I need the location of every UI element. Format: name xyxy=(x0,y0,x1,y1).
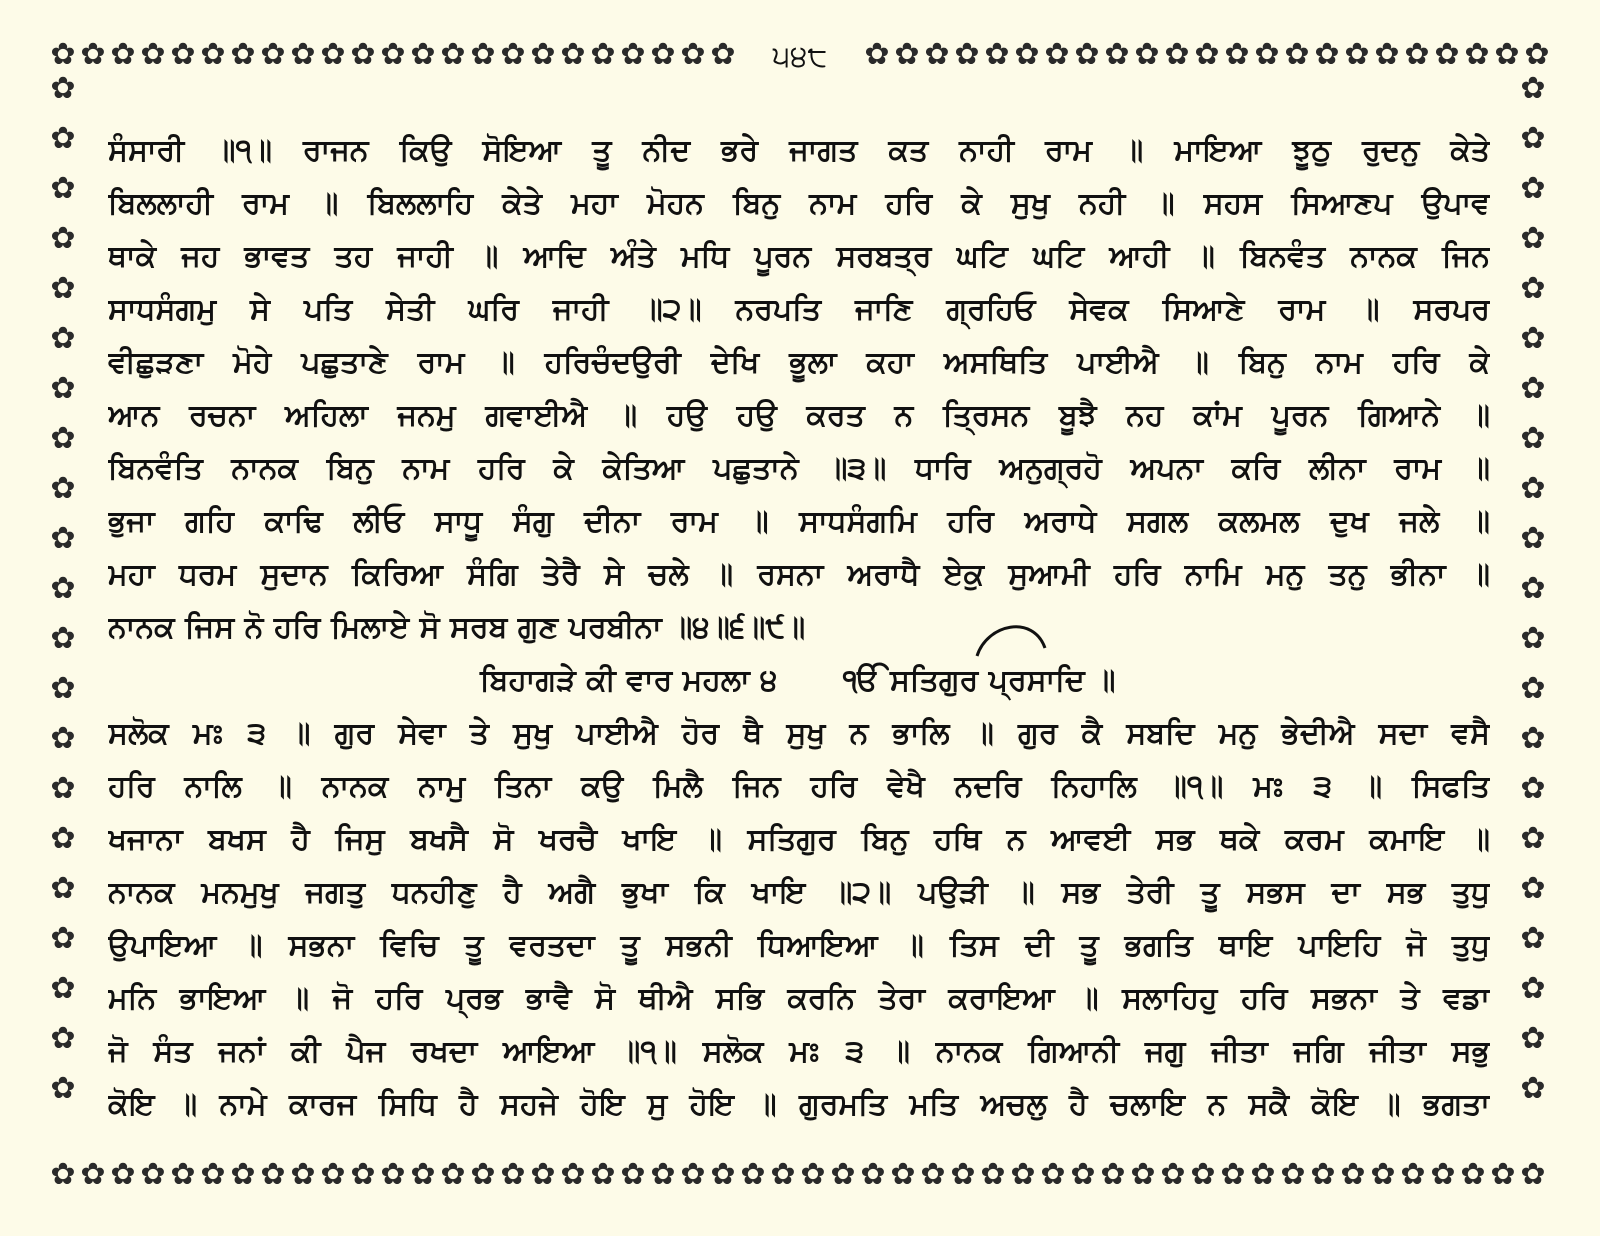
text-line: ਬਿਨਵੰਤਿ ਨਾਨਕ ਬਿਨੁ ਨਾਮ ਹਰਿ ਕੇ ਕੇਤਿਆ ਪਛੁਤਾਨੇ ॥੩॥ ਧਾਰਿ ਅਨੁਗ੍ਰਹੋ ਅਪਨਾ ਕਰਿ ਲੀਨਾ ਰਾਮ ॥ xyxy=(108,451,1490,486)
flower-ornament-icon: ✿ xyxy=(140,1160,166,1192)
flower-ornament-icon: ✿ xyxy=(560,1160,586,1192)
flower-ornament-icon: ✿ xyxy=(1164,40,1190,72)
border-bottom xyxy=(48,1160,1552,1194)
heading-ik-onkar: ੴ ਸਤਿਗੁਰ ਪ੍ਰਸਾਦਿ ॥ xyxy=(843,663,1116,698)
flower-ornament-icon: ✿ xyxy=(50,971,76,1006)
flower-ornament-icon: ✿ xyxy=(1520,771,1546,806)
flower-ornament-icon: ✿ xyxy=(1310,1160,1336,1192)
flower-ornament-icon: ✿ xyxy=(200,1160,226,1192)
flower-ornament-icon: ✿ xyxy=(864,40,890,72)
flower-ornament-icon: ✿ xyxy=(350,40,376,72)
flower-ornament-icon: ✿ xyxy=(50,1160,76,1192)
page-number: ੫੪੮ xyxy=(772,39,828,74)
flower-ornament-icon: ✿ xyxy=(1100,1160,1126,1192)
flower-ornament-icon: ✿ xyxy=(50,771,76,806)
flower-ornament-icon: ✿ xyxy=(50,1071,76,1106)
flower-ornament-icon: ✿ xyxy=(710,1160,736,1192)
text-line: ਨਾਨਕ ਮਨਮੁਖੁ ਜਗਤੁ ਧਨਹੀਣੁ ਹੈ ਅਗੈ ਭੁਖਾ ਕਿ ਖਾਇ ॥੨॥ ਪਉੜੀ ॥ ਸਭ ਤੇਰੀ ਤੂ ਸਭਸ ਦਾ ਸਭ ਤੁਧੁ xyxy=(108,875,1490,910)
flower-ornament-icon: ✿ xyxy=(1520,721,1546,756)
flower-ornament-icon: ✿ xyxy=(1520,421,1546,456)
flower-ornament-icon: ✿ xyxy=(1254,40,1280,72)
flower-ornament-icon: ✿ xyxy=(50,74,76,106)
flower-ornament-icon: ✿ xyxy=(920,1160,946,1192)
flower-ornament-icon: ✿ xyxy=(50,421,76,456)
flower-ornament-icon: ✿ xyxy=(470,1160,496,1192)
flower-ornament-icon: ✿ xyxy=(1250,1160,1276,1192)
flower-ornament-icon: ✿ xyxy=(590,1160,616,1192)
flower-ornament-icon: ✿ xyxy=(1460,1160,1486,1192)
flower-ornament-icon: ✿ xyxy=(1520,321,1546,356)
flower-ornament-icon: ✿ xyxy=(80,1160,106,1192)
flower-ornament-icon: ✿ xyxy=(1104,40,1130,72)
border-right xyxy=(1518,74,1552,1160)
flower-ornament-icon: ✿ xyxy=(500,1160,526,1192)
flower-ornament-icon: ✿ xyxy=(50,1021,76,1056)
flower-ornament-icon: ✿ xyxy=(1520,1160,1546,1192)
flower-ornament-icon: ✿ xyxy=(110,40,136,72)
text-line: ਖਜਾਨਾ ਬਖਸ ਹੈ ਜਿਸੁ ਬਖਸੈ ਸੋ ਖਰਚੈ ਖਾਇ ॥ ਸਤਿਗੁਰ ਬਿਨੁ ਹਥਿ ਨ ਆਵਈ ਸਭ ਥਕੇ ਕਰਮ ਕਮਾਇ ॥ xyxy=(108,822,1490,857)
flower-ornament-icon: ✿ xyxy=(50,221,76,256)
text-line: ਵੀਛੁੜਣਾ ਮੋਹੇ ਪਛੁਤਾਣੇ ਰਾਮ ॥ ਹਰਿਚੰਦਉਰੀ ਦੇਖਿ ਭੂਲਾ ਕਹਾ ਅਸਥਿਤਿ ਪਾਈਐ ॥ ਬਿਨੁ ਨਾਮ ਹਰਿ ਕੇ xyxy=(108,345,1490,380)
flower-ornament-icon: ✿ xyxy=(50,271,76,306)
flower-ornament-icon: ✿ xyxy=(1520,121,1546,156)
flower-ornament-icon: ✿ xyxy=(50,571,76,606)
flower-ornament-icon: ✿ xyxy=(1520,971,1546,1006)
flower-ornament-icon: ✿ xyxy=(1010,1160,1036,1192)
flower-ornament-icon: ✿ xyxy=(260,40,286,72)
text-line: ਕੋਇ ॥ ਨਾਮੇ ਕਾਰਜ ਸਿਧਿ ਹੈ ਸਹਜੇ ਹੋਇ ਸੁ ਹੋਇ ॥ ਗੁਰਮਤਿ ਮਤਿ ਅਚਲੁ ਹੈ ਚਲਾਇ ਨ ਸਕੈ ਕੋਇ ॥ ਭਗਤਾ xyxy=(108,1087,1490,1122)
flower-ornament-icon: ✿ xyxy=(1520,471,1546,506)
flower-ornament-icon: ✿ xyxy=(620,1160,646,1192)
flower-ornament-icon: ✿ xyxy=(740,1160,766,1192)
flower-ornament-icon: ✿ xyxy=(924,40,950,72)
flower-ornament-icon: ✿ xyxy=(1430,1160,1456,1192)
flower-ornament-icon: ✿ xyxy=(1520,371,1546,406)
flower-ornament-icon: ✿ xyxy=(50,621,76,656)
flower-ornament-icon: ✿ xyxy=(860,1160,886,1192)
flower-ornament-icon: ✿ xyxy=(1520,171,1546,206)
flower-ornament-icon: ✿ xyxy=(140,40,166,72)
flower-ornament-icon: ✿ xyxy=(770,1160,796,1192)
flower-ornament-icon: ✿ xyxy=(710,40,736,72)
flower-ornament-icon: ✿ xyxy=(1044,40,1070,72)
flower-ornament-icon: ✿ xyxy=(830,1160,856,1192)
flower-ornament-icon: ✿ xyxy=(530,1160,556,1192)
flower-ornament-icon: ✿ xyxy=(980,1160,1006,1192)
text-line: ਮਹਾ ਧਰਮ ਸੁਦਾਨ ਕਿਰਿਆ ਸੰਗਿ ਤੇਰੈ ਸੇ ਚਲੇ ॥ ਰਸਨਾ ਅਰਾਧੈ ਏਕੁ ਸੁਆਮੀ ਹਰਿ ਨਾਮਿ ਮਨੁ ਤਨੁ ਭੀਨਾ ॥ xyxy=(108,557,1490,592)
flower-ornament-icon: ✿ xyxy=(984,40,1010,72)
flower-ornament-icon: ✿ xyxy=(1520,1071,1546,1106)
section-heading xyxy=(108,654,1490,707)
flower-ornament-icon: ✿ xyxy=(1404,40,1430,72)
flower-ornament-icon: ✿ xyxy=(530,40,556,72)
flower-ornament-icon: ✿ xyxy=(230,40,256,72)
flower-ornament-icon: ✿ xyxy=(1520,921,1546,956)
flower-ornament-icon: ✿ xyxy=(440,40,466,72)
flower-ornament-icon: ✿ xyxy=(1130,1160,1156,1192)
flower-ornament-icon: ✿ xyxy=(1520,621,1546,656)
flower-ornament-icon: ✿ xyxy=(650,40,676,72)
flower-ornament-icon: ✿ xyxy=(170,40,196,72)
flower-ornament-icon: ✿ xyxy=(1520,671,1546,706)
flower-ornament-icon: ✿ xyxy=(1374,40,1400,72)
flower-ornament-icon: ✿ xyxy=(1520,871,1546,906)
text-block xyxy=(108,124,1490,1131)
flower-ornament-icon: ✿ xyxy=(560,40,586,72)
flower-ornament-icon: ✿ xyxy=(50,121,76,156)
flower-ornament-icon: ✿ xyxy=(1494,40,1520,72)
flower-ornament-icon: ✿ xyxy=(1520,521,1546,556)
flower-ornament-icon: ✿ xyxy=(1400,1160,1426,1192)
flower-ornament-icon: ✿ xyxy=(1344,40,1370,72)
flower-ornament-icon: ✿ xyxy=(950,1160,976,1192)
flower-ornament-icon: ✿ xyxy=(1370,1160,1396,1192)
flower-ornament-icon: ✿ xyxy=(1520,821,1546,856)
flower-ornament-icon: ✿ xyxy=(260,1160,286,1192)
flower-ornament-icon: ✿ xyxy=(290,1160,316,1192)
flower-ornament-icon: ✿ xyxy=(50,321,76,356)
text-line: ਸਾਧਸੰਗਮੁ ਸੇ ਪਤਿ ਸੇਤੀ ਘਰਿ ਜਾਹੀ ॥੨॥ ਨਰਪਤਿ ਜਾਣਿ ਗ੍ਰਹਿਓ ਸੇਵਕ ਸਿਆਣੇ ਰਾਮ ॥ ਸਰਪਰ xyxy=(108,292,1490,327)
text-line: ਹਰਿ ਨਾਲਿ ॥ ਨਾਨਕ ਨਾਮੁ ਤਿਨਾ ਕਉ ਮਿਲੈ ਜਿਨ ਹਰਿ ਵੇਖੈ ਨਦਰਿ ਨਿਹਾਲਿ ॥੧॥ ਮਃ ੩ ॥ ਸਿਫਤਿ xyxy=(108,769,1490,804)
flower-ornament-icon: ✿ xyxy=(440,1160,466,1192)
text-line: ਨਾਨਕ ਜਿਸ ਨੋ ਹਰਿ ਮਿਲਾਏ ਸੋ ਸਰਬ ਗੁਣ ਪਰਬੀਨਾ ॥੪॥੬॥੯॥ xyxy=(108,610,806,645)
flower-ornament-icon: ✿ xyxy=(230,1160,256,1192)
flower-ornament-icon: ✿ xyxy=(1194,40,1220,72)
flower-ornament-icon: ✿ xyxy=(1074,40,1100,72)
border-top-left xyxy=(48,40,738,74)
flower-ornament-icon: ✿ xyxy=(50,921,76,956)
ik-onkar-arc-icon xyxy=(973,618,1053,658)
flower-ornament-icon: ✿ xyxy=(894,40,920,72)
flower-ornament-icon: ✿ xyxy=(1040,1160,1066,1192)
flower-ornament-icon: ✿ xyxy=(500,40,526,72)
border-left xyxy=(48,74,82,1160)
flower-ornament-icon: ✿ xyxy=(620,40,646,72)
heading-title: ਬਿਹਾਗੜੇ ਕੀ ਵਾਰ ਮਹਲਾ ੪ xyxy=(480,663,778,698)
flower-ornament-icon: ✿ xyxy=(1220,1160,1246,1192)
flower-ornament-icon: ✿ xyxy=(1340,1160,1366,1192)
flower-ornament-icon: ✿ xyxy=(1520,1021,1546,1056)
flower-ornament-icon: ✿ xyxy=(954,40,980,72)
flower-ornament-icon: ✿ xyxy=(590,40,616,72)
text-line: ਥਾਕੇ ਜਹ ਭਾਵਤ ਤਹ ਜਾਹੀ ॥ ਆਦਿ ਅੰਤੇ ਮਧਿ ਪੂਰਨ ਸਰਬਤ੍ਰ ਘਟਿ ਘਟਿ ਆਹੀ ॥ ਬਿਨਵੰਤ ਨਾਨਕ ਜਿਨ xyxy=(108,239,1490,274)
flower-ornament-icon: ✿ xyxy=(1014,40,1040,72)
flower-ornament-icon: ✿ xyxy=(1160,1160,1186,1192)
flower-ornament-icon: ✿ xyxy=(1524,40,1550,72)
flower-ornament-icon: ✿ xyxy=(50,40,76,72)
flower-ornament-icon: ✿ xyxy=(1190,1160,1216,1192)
flower-ornament-icon: ✿ xyxy=(50,521,76,556)
flower-ornament-icon: ✿ xyxy=(50,671,76,706)
text-line: ਸਲੋਕ ਮਃ ੩ ॥ ਗੁਰ ਸੇਵਾ ਤੇ ਸੁਖੁ ਪਾਈਐ ਹੋਰ ਥੈ ਸੁਖੁ ਨ ਭਾਲਿ ॥ ਗੁਰ ਕੈ ਸਬਦਿ ਮਨੁ ਭੇਦੀਐ ਸਦਾ ਵਸੈ xyxy=(108,716,1490,751)
flower-ornament-icon: ✿ xyxy=(1434,40,1460,72)
flower-ornament-icon: ✿ xyxy=(1280,1160,1306,1192)
flower-ornament-icon: ✿ xyxy=(890,1160,916,1192)
flower-ornament-icon: ✿ xyxy=(1134,40,1160,72)
flower-ornament-icon: ✿ xyxy=(50,721,76,756)
text-line: ਉਪਾਇਆ ॥ ਸਭਨਾ ਵਿਚਿ ਤੂ ਵਰਤਦਾ ਤੂ ਸਭਨੀ ਧਿਆਇਆ ॥ ਤਿਸ ਦੀ ਤੂ ਭਗਤਿ ਥਾਇ ਪਾਇਹਿ ਜੋ ਤੁਧੁ xyxy=(108,928,1490,963)
flower-ornament-icon: ✿ xyxy=(1490,1160,1516,1192)
flower-ornament-icon: ✿ xyxy=(1070,1160,1096,1192)
flower-ornament-icon: ✿ xyxy=(410,40,436,72)
flower-ornament-icon: ✿ xyxy=(290,40,316,72)
flower-ornament-icon: ✿ xyxy=(50,471,76,506)
flower-ornament-icon: ✿ xyxy=(410,1160,436,1192)
flower-ornament-icon: ✿ xyxy=(320,1160,346,1192)
flower-ornament-icon: ✿ xyxy=(380,40,406,72)
flower-ornament-icon: ✿ xyxy=(350,1160,376,1192)
text-line: ਬਿਲਲਾਹੀ ਰਾਮ ॥ ਬਿਲਲਾਹਿ ਕੇਤੇ ਮਹਾ ਮੋਹਨ ਬਿਨੁ ਨਾਮ ਹਰਿ ਕੇ ਸੁਖੁ ਨਹੀ ॥ ਸਹਸ ਸਿਆਣਪ ਉਪਾਵ xyxy=(108,186,1490,221)
flower-ornament-icon: ✿ xyxy=(1520,571,1546,606)
text-line: ਸੰਸਾਰੀ ॥੧॥ ਰਾਜਨ ਕਿਉ ਸੋਇਆ ਤੂ ਨੀਦ ਭਰੇ ਜਾਗਤ ਕਤ ਨਾਹੀ ਰਾਮ ॥ ਮਾਇਆ ਝੂਠੁ ਰੁਦਨੁ ਕੇਤੇ xyxy=(108,133,1490,168)
flower-ornament-icon: ✿ xyxy=(50,821,76,856)
flower-ornament-icon: ✿ xyxy=(1224,40,1250,72)
flower-ornament-icon: ✿ xyxy=(50,371,76,406)
flower-ornament-icon: ✿ xyxy=(50,871,76,906)
flower-ornament-icon: ✿ xyxy=(1520,271,1546,306)
flower-ornament-icon: ✿ xyxy=(1464,40,1490,72)
flower-ornament-icon: ✿ xyxy=(380,1160,406,1192)
flower-ornament-icon: ✿ xyxy=(80,40,106,72)
flower-ornament-icon: ✿ xyxy=(650,1160,676,1192)
text-line: ਆਨ ਰਚਨਾ ਅਹਿਲਾ ਜਨਮੁ ਗਵਾਈਐ ॥ ਹਉ ਹਉ ਕਰਤ ਨ ਤ੍ਰਿਸਨ ਬੂਝੈ ਨਹ ਕਾਂਮ ਪੂਰਨ ਗਿਆਨੇ ॥ xyxy=(108,398,1490,433)
flower-ornament-icon: ✿ xyxy=(1520,74,1546,106)
flower-ornament-icon: ✿ xyxy=(800,1160,826,1192)
flower-ornament-icon: ✿ xyxy=(170,1160,196,1192)
text-line: ਜੋ ਸੰਤ ਜਨਾਂ ਕੀ ਪੈਜ ਰਖਦਾ ਆਇਆ ॥੧॥ ਸਲੋਕ ਮਃ ੩ ॥ ਨਾਨਕ ਗਿਆਨੀ ਜਗੁ ਜੀਤਾ ਜਗਿ ਜੀਤਾ ਸਭੁ xyxy=(108,1034,1490,1069)
flower-ornament-icon: ✿ xyxy=(110,1160,136,1192)
flower-ornament-icon: ✿ xyxy=(680,1160,706,1192)
flower-ornament-icon: ✿ xyxy=(200,40,226,72)
border-top-right xyxy=(862,40,1552,74)
flower-ornament-icon: ✿ xyxy=(320,40,346,72)
flower-ornament-icon: ✿ xyxy=(50,171,76,206)
flower-ornament-icon: ✿ xyxy=(1314,40,1340,72)
flower-ornament-icon: ✿ xyxy=(680,40,706,72)
flower-ornament-icon: ✿ xyxy=(470,40,496,72)
flower-ornament-icon: ✿ xyxy=(1284,40,1310,72)
text-line: ਮਨਿ ਭਾਇਆ ॥ ਜੋ ਹਰਿ ਪ੍ਰਭ ਭਾਵੈ ਸੋ ਥੀਐ ਸਭਿ ਕਰਨਿ ਤੇਰਾ ਕਰਾਇਆ ॥ ਸਲਾਹਿਹੁ ਹਰਿ ਸਭਨਾ ਤੇ ਵਡਾ xyxy=(108,981,1490,1016)
flower-ornament-icon: ✿ xyxy=(1520,221,1546,256)
text-line: ਭੁਜਾ ਗਹਿ ਕਾਢਿ ਲੀਓ ਸਾਧੂ ਸੰਗੁ ਦੀਨਾ ਰਾਮ ॥ ਸਾਧਸੰਗਮਿ ਹਰਿ ਅਰਾਧੇ ਸਗਲ ਕਲਮਲ ਦੁਖ ਜਲੇ ॥ xyxy=(108,504,1490,539)
